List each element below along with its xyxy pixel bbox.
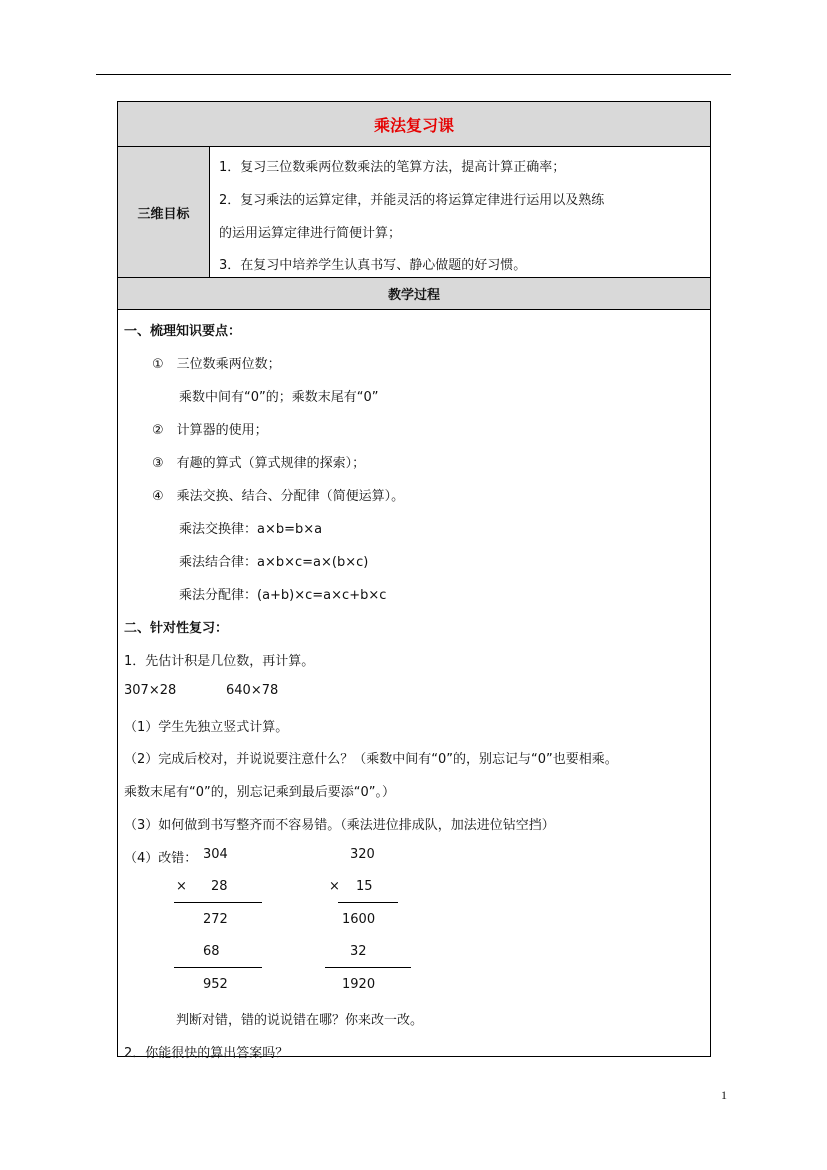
goals-row [118,147,710,278]
page-number: 1 [721,1088,727,1102]
knowledge-item: ① 三位数乘两位数； [152,357,281,372]
step-text: （3）如何做到书写整齐而不容易错。（乘法进位排成队，加法进位钻空挡） [124,818,555,833]
calc-a-multiplier: 28 [211,879,228,894]
lesson-title: 乘法复习课 [118,102,710,147]
calc-a-result: 952 [203,977,228,992]
process-header: 教学过程 [118,278,710,310]
goal-line: 1．复习三位数乘两位数乘法的笔算方法，提高计算正确率； [219,160,566,175]
calc-a-operator: × [176,879,187,894]
calc-b-rule [325,967,411,968]
process-content [118,310,710,1061]
calc-a-partial: 272 [203,912,228,927]
calc-b-rule [338,902,398,903]
calc-a-partial: 68 [203,944,220,959]
step-text: 乘数末尾有“0”的，别忘记乘到最后要添“0”。） [124,785,395,800]
step-text: （2）完成后校对，并说说要注意什么？（乘数中间有“0”的，别忘记与“0”也要相乘。 [124,752,618,767]
header-rule [96,74,731,75]
goal-line: 的运用运算定律进行简便计算； [219,226,402,241]
goals-body [210,147,710,277]
calc-a-rule [174,902,262,903]
step-text: （1）学生先独立竖式计算。 [124,720,289,735]
law-distributive: 乘法分配律：(a+b)×c=a×c+b×c [179,588,387,603]
goal-line: 3．在复习中培养学生认真书写、静心做题的好习惯。 [219,258,527,273]
expression: 307×28 [124,683,177,698]
judge-text: 判断对错，错的说说错在哪？你来改一改。 [176,1013,424,1028]
goals-label: 三维目标 [118,147,210,277]
calc-b-top: 320 [350,847,375,862]
calc-b-partial: 32 [350,944,367,959]
section1-heading: 一、梳理知识要点： [124,324,242,339]
law-commutative: 乘法交换律：a×b=b×a [179,522,323,537]
knowledge-item: ② 计算器的使用； [152,423,268,438]
calc-b-result: 1920 [342,977,376,992]
calc-b-partial: 1600 [342,912,376,927]
expression: 640×78 [226,683,279,698]
calc-b-multiplier: 15 [356,879,373,894]
fix-label: （4）改错： [124,851,198,866]
question-1: 1．先估计积是几位数，再计算。 [124,654,315,669]
section2-heading: 二、针对性复习： [124,621,229,636]
question-2: 2．你能很快的算出答案吗？ [124,1046,289,1061]
knowledge-item: ③ 有趣的算式（算式规律的探索）； [152,456,366,471]
knowledge-item: ④ 乘法交换、结合、分配律（简便运算）。 [152,489,405,504]
knowledge-item: 乘数中间有“0”的；乘数末尾有“0” [179,390,379,405]
calc-a-rule [174,967,262,968]
lesson-table [117,101,711,1061]
calc-a-top: 304 [203,847,228,862]
calc-b-operator: × [329,879,340,894]
goal-line: 2．复习乘法的运算定律，并能灵活的将运算定律进行运用以及熟练 [219,193,605,208]
law-associative: 乘法结合律：a×b×c=a×(b×c) [179,555,369,570]
